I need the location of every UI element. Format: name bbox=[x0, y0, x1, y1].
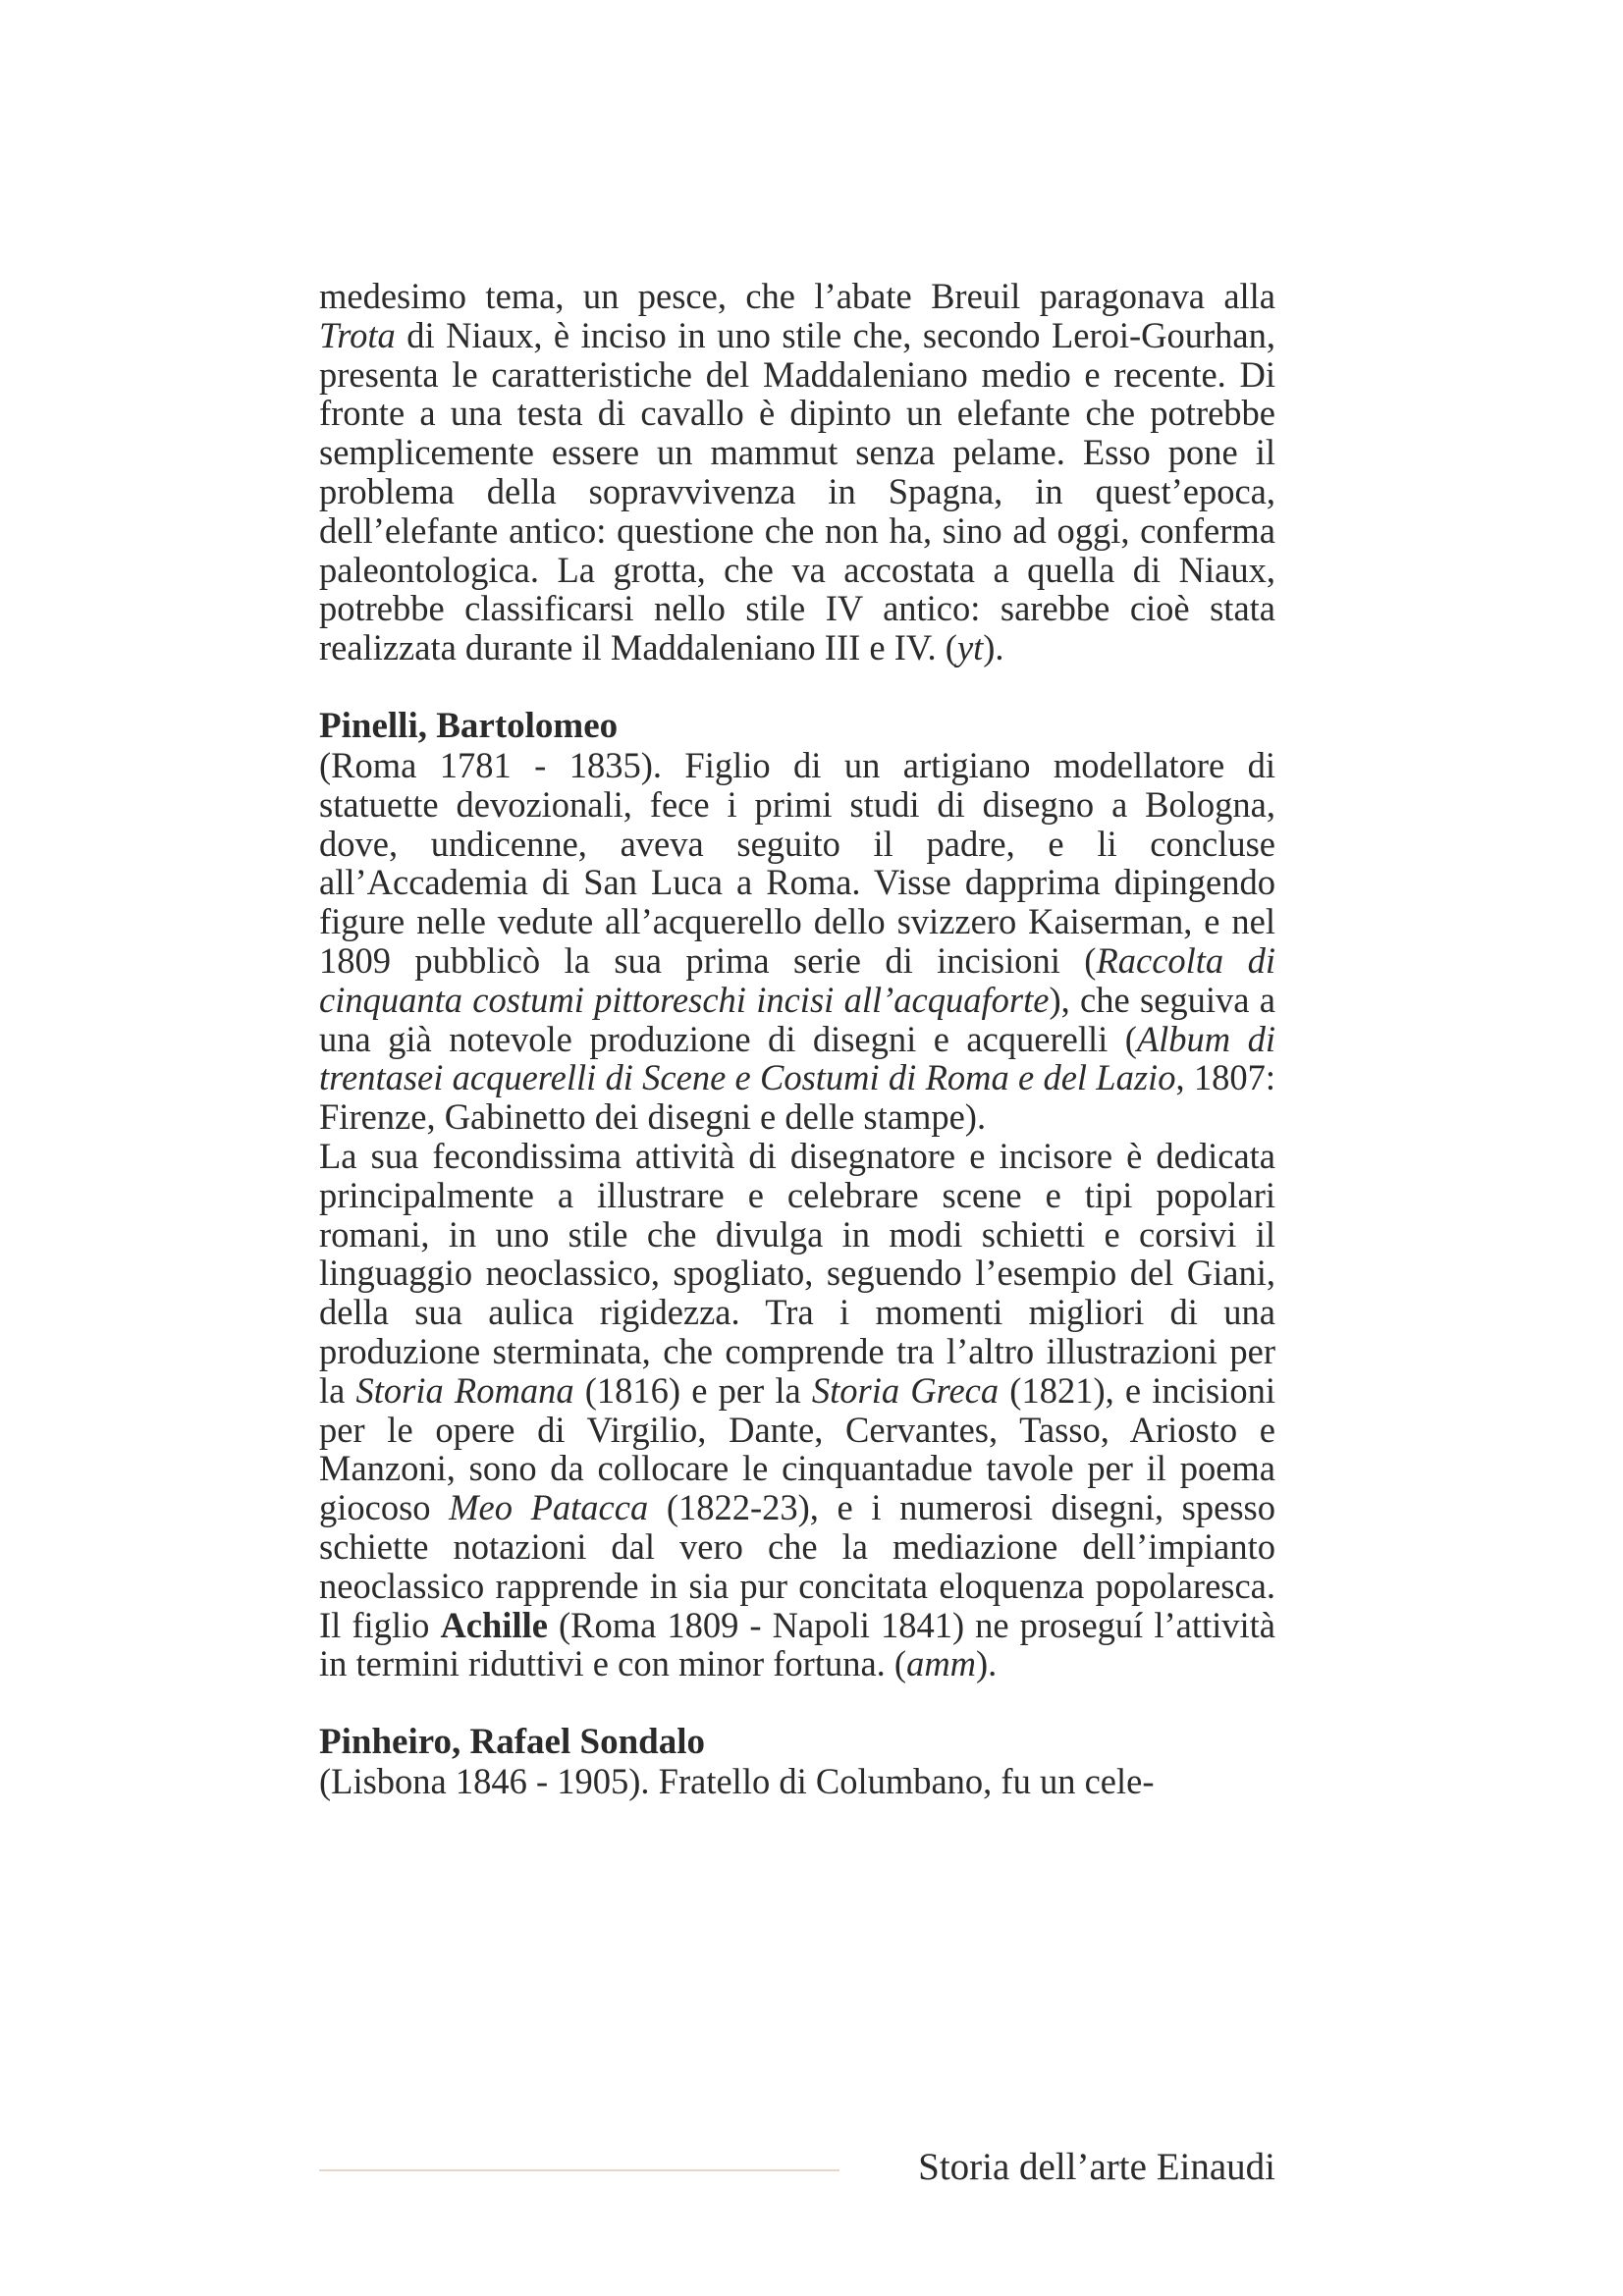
entry-heading-pinheiro: Pinheiro, Rafael Sondalo bbox=[319, 1722, 705, 1763]
entry-heading-pinelli: Pinelli, Bartolomeo bbox=[319, 705, 619, 746]
intro-text-1: medesimo tema, un pesce, che l’abate Breuil paragonava alla bbox=[319, 276, 1275, 316]
intro-paragraph bbox=[319, 277, 1275, 667]
pinelli-p2-text-e: (Roma 1809 - Napoli 1841) ne proseguí l’attività in termini riduttivi e con minor fortuna. ( bbox=[319, 1604, 1276, 1684]
footer-title: Storia dell’arte Einaudi bbox=[918, 2146, 1275, 2188]
pinheiro-paragraph-1 bbox=[319, 1762, 1275, 1801]
intro-italic-trota: Trota bbox=[319, 314, 396, 355]
pinelli-p1-text-c: , 1807: Firenze, Gabinetto dei disegni e delle stampe). bbox=[319, 1057, 1275, 1138]
pinelli-p1-italic-2: Album di trentasei acquerelli di Scene e Costumi di Roma e del Lazio bbox=[319, 1018, 1275, 1098]
pinelli-p2-text-a: La sua fecondissima attività di disegnatore e incisore è dedicata principalmente a illustrare e celebrare scene e tipi popolari romani, in uno stile che divulga in modi schietti e corsivi il linguaggio neoclassico, spogliato, seguendo l’esempio del Giani, della sua aulica rigidezza. Tra i momenti migliori di una produzione sterminata, che comprende tra l’altro illustrazioni per la bbox=[319, 1135, 1275, 1411]
pinelli-p2-italic-2: Storia Greca bbox=[811, 1369, 1000, 1411]
pinelli-p2-bold-achille: Achille bbox=[440, 1604, 548, 1645]
pinelli-paragraph-1 bbox=[319, 746, 1275, 1137]
intro-text-2: di Niaux, è inciso in uno stile che, secondo Leroi-Gourhan, presenta le caratteristiche del Maddaleniano medio e recente. Di fronte a una testa di cavallo è dipinto un elefante che potrebbe semplicemente essere un mammut senza pelame. Esso pone il problema della sopravvivenza in Spagna, in quest’epoca, dell’elefante antico: questione che non ha, sino ad oggi, conferma paleontologica. La grotta, che va accostata a quella di Niaux, potrebbe classificarsi nello stile IV antico: sarebbe cioè stata realizzata durante il Maddaleniano III e IV. ( bbox=[319, 314, 1275, 668]
pinelli-p1-italic-1: Raccolta di cinquanta costumi pittoreschi incisi all’acquaforte bbox=[319, 939, 1275, 1020]
pinelli-p2-text-d: (1822-23), e i numerosi disegni, spesso schiette notazioni dal vero che la mediazione dell’impianto neoclassico rapprende in sia pur concitata eloquenza popolaresca. Il figlio bbox=[319, 1487, 1275, 1645]
intro-text-3: ). bbox=[983, 627, 1004, 668]
pinelli-p2-text-b: (1816) e per la bbox=[573, 1369, 812, 1411]
pinelli-p1-text-b: ), che seguiva a una già notevole produzione di disegni e acquerelli ( bbox=[319, 979, 1275, 1059]
page-footer bbox=[319, 2140, 1275, 2199]
pinelli-p1-text-a: (Roma 1781 - 1835). Figlio di un artigiano modellatore di statuette devozionali, fece i primi studi di disegno a Bologna, dove, undicenne, aveva seguito il padre, e li concluse all’Accademia di San Luca a Roma. Visse dapprima dipingendo figure nelle vedute all’acquerello dello svizzero Kaiserman, e nel 1809 pubblicò la sua prima serie di incisioni ( bbox=[319, 744, 1275, 981]
pinelli-p2-italic-3: Meo Patacca bbox=[449, 1487, 649, 1528]
pinelli-p2-text-f: ). bbox=[976, 1643, 998, 1684]
pinelli-paragraph-2 bbox=[319, 1137, 1275, 1683]
pinheiro-p1-text: (Lisbona 1846 - 1905). Fratello di Columbano, fu un cele- bbox=[319, 1761, 1155, 1802]
pinelli-p2-italic-1: Storia Romana bbox=[355, 1369, 574, 1411]
pinelli-p2-author-initials: amm bbox=[906, 1643, 977, 1684]
intro-author-initials: yt bbox=[956, 627, 984, 668]
footer-rule bbox=[319, 2169, 839, 2171]
pinelli-p2-text-c: (1821), e incisioni per le opere di Virgilio, Dante, Cervantes, Tasso, Ariosto e Manzoni, sono da collocare le cinquantadue tavole per il poema giocoso bbox=[319, 1369, 1275, 1528]
text-column bbox=[319, 277, 1275, 1801]
